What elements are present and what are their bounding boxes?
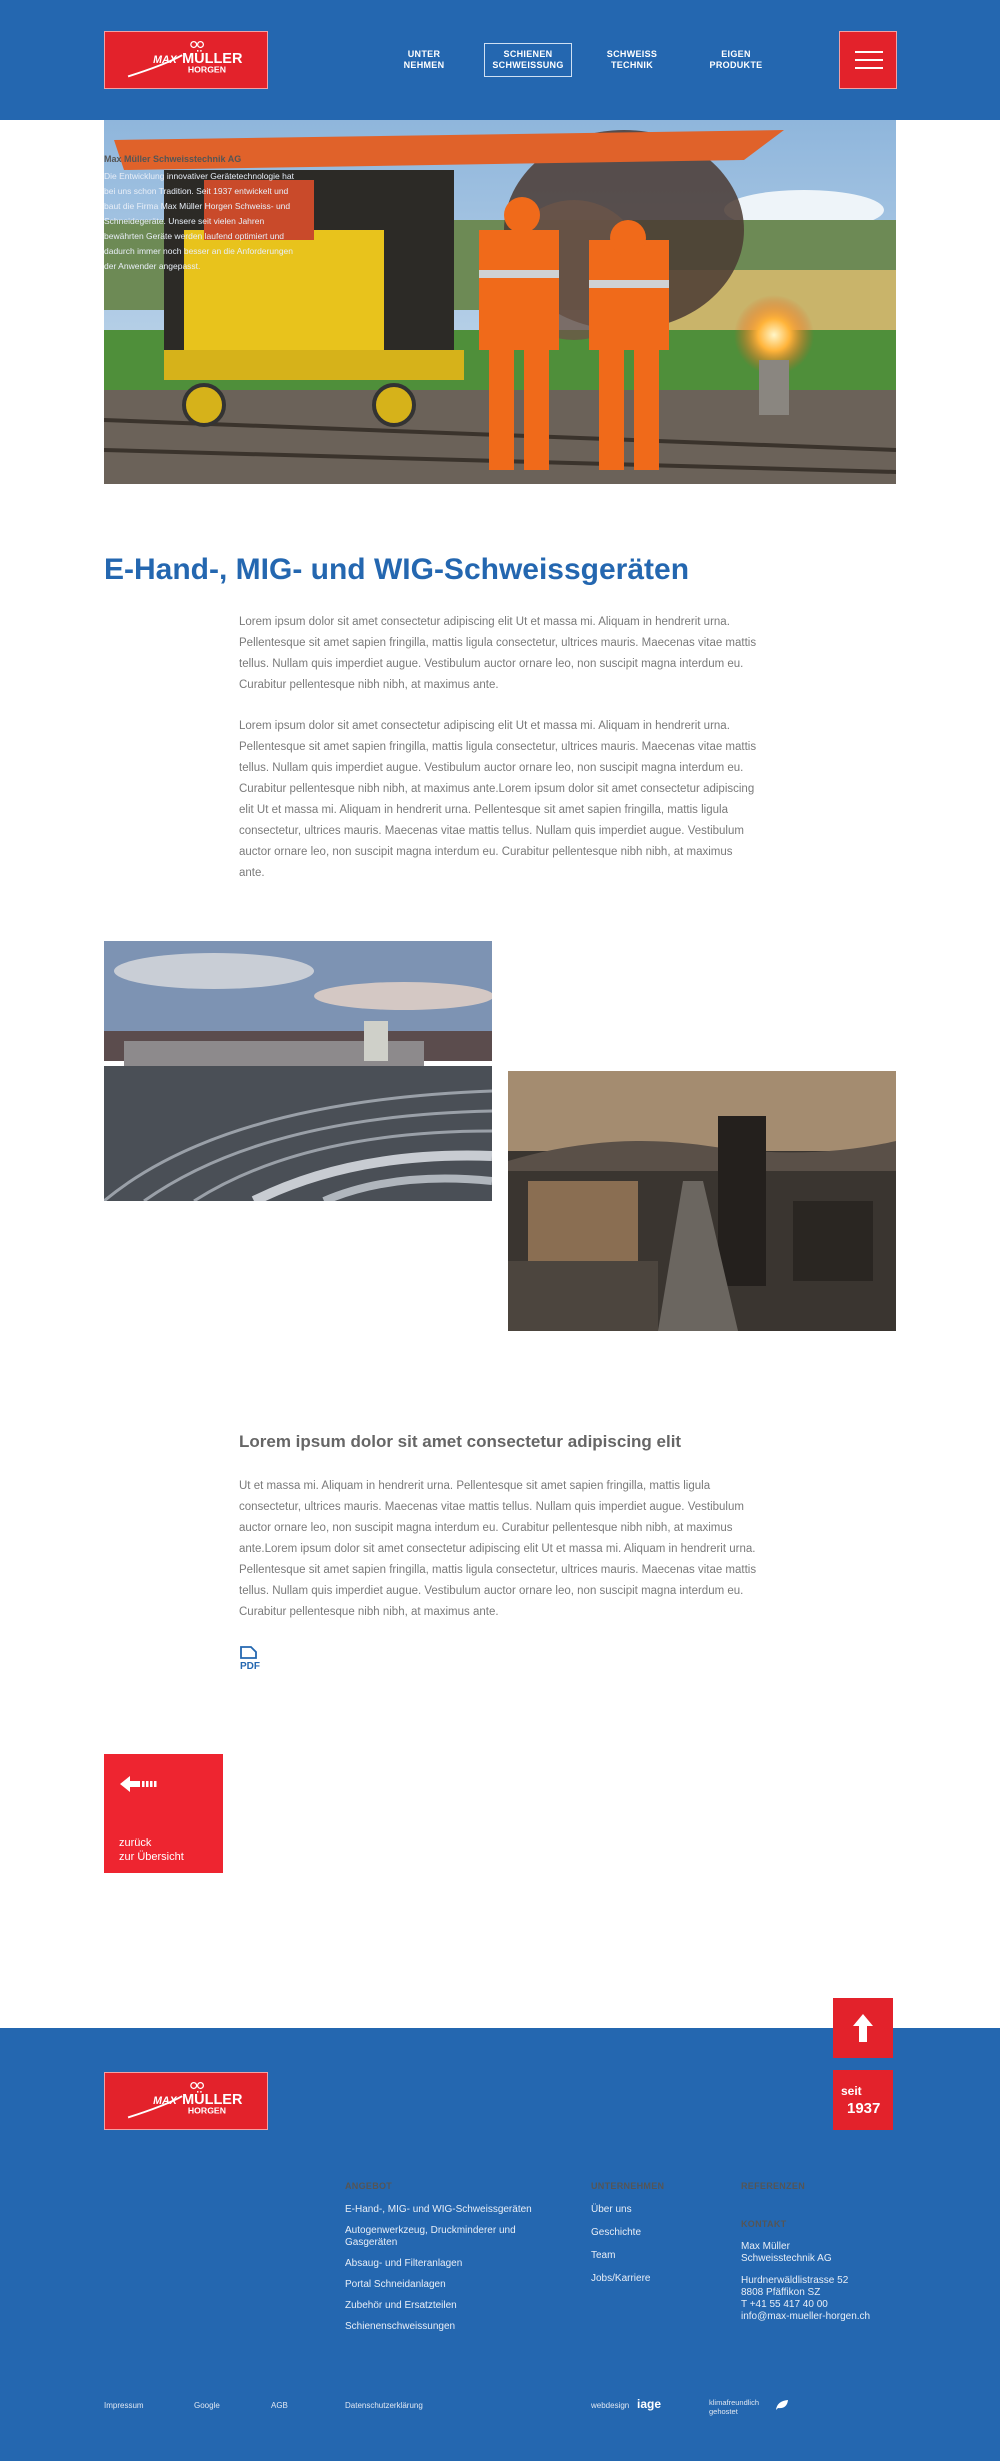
hamburger-icon [855, 51, 883, 53]
footer-link-absauganlagen[interactable]: Absaug- und Filteranlagen [345, 2258, 463, 2269]
footer-link-geschichte[interactable]: Geschichte [591, 2227, 642, 2238]
footer-unternehmen-title: UNTERNEHMEN [591, 2181, 665, 2191]
intro-paragraph-1: Lorem ipsum dolor sit amet consectetur adipiscing elit Ut et massa mi. Aliquam in hendrerit urna. Pellentesque sit amet sapien fringilla, mattis ligula consectetur, ultrices mauris. Maecenas vitae mattis tellus. Nullam quis imperdiet augue. Vestibulum auctor ornare leo, non suscipit magna interdum eu. Curabitur pellentesque nibh nibh, at maximus ante. [239, 616, 757, 691]
menu-button[interactable] [839, 31, 897, 89]
leaf-icon [775, 2399, 789, 2411]
nav-unternehmen[interactable]: UNTER NEHMEN [403, 49, 445, 70]
arrow-up-icon [833, 1998, 893, 2058]
footer-about-title: Max Müller Schweisstechnik AG [104, 154, 242, 164]
seit-word: seit [841, 2084, 862, 2098]
pdf-download-icon[interactable] [239, 1646, 263, 1670]
page-title: E-Hand-, MIG- und WIG-Schweissgeräten [104, 553, 690, 586]
svg-text:MÜLLER: MÜLLER [182, 2091, 243, 2108]
railway-yard-image [104, 941, 492, 1201]
logo-graphic [105, 32, 267, 88]
nav-schweisstechnik[interactable]: SCHWEISS TECHNIK [606, 49, 658, 70]
scroll-to-top-button[interactable] [833, 1998, 893, 2058]
footer-link-impressum[interactable]: Impressum [104, 2401, 144, 2410]
seit-year: 1937 [847, 2100, 881, 2117]
footer-angebot-list [345, 2204, 535, 2342]
svg-text:MAX: MAX [153, 53, 177, 66]
footer-link-jobs[interactable]: Jobs/Karriere [591, 2273, 651, 2284]
footer-link-google[interactable]: Google [194, 2401, 220, 2410]
arrow-left-icon [120, 1774, 164, 1794]
main-nav [380, 43, 780, 77]
city-aerial-image [508, 1071, 896, 1331]
footer-link-zubehoer[interactable]: Zubehör und Ersatzteilen [345, 2300, 457, 2311]
nav-eigenprodukte[interactable]: EIGEN PRODUKTE [709, 49, 763, 70]
section-title: Lorem ipsum dolor sit amet consectetur adipiscing elit [239, 1432, 682, 1451]
footer-link-portal-schneidanlagen[interactable]: Portal Schneidanlagen [345, 2279, 446, 2290]
climate-hosting-label: klimafreundlich gehostet [709, 2398, 760, 2416]
svg-text:HORGEN: HORGEN [187, 2105, 226, 2116]
hamburger-icon-line [855, 59, 883, 61]
footer-link-agb[interactable]: AGB [271, 2401, 288, 2410]
nav-schienenschweissung[interactable]: SCHIENEN SCHWEISSUNG [484, 43, 572, 77]
footer-logo[interactable] [104, 2072, 268, 2130]
back-label: zurück zur Übersicht [119, 1837, 184, 1863]
footer-angebot-title: ANGEBOT [345, 2181, 393, 2191]
back-to-overview-button[interactable] [104, 1754, 223, 1873]
footer-webdesign-label: webdesign [591, 2401, 630, 2410]
footer-link-schweissgeraete[interactable]: E-Hand-, MIG- und WIG-Schweissgeräten [345, 2204, 532, 2215]
footer-link-team[interactable]: Team [591, 2250, 616, 2261]
footer-kontakt-company: Max Müller Schweisstechnik AG [741, 2241, 832, 2264]
svg-text:HORGEN: HORGEN [187, 64, 226, 75]
footer-unternehmen-list [591, 2204, 650, 2296]
iage-logo[interactable]: iage [637, 2397, 662, 2411]
svg-text:MÜLLER: MÜLLER [182, 50, 243, 67]
footer-kontakt-title: KONTAKT [741, 2219, 787, 2229]
footer-link-autogenwerkzeug[interactable]: Autogenwerkzeug, Druckminderer und Gasgeräten [345, 2225, 516, 2248]
footer-kontakt-address: Hurdnerwäldlistrasse 52 8808 Pfäffikon SZ T +41 55 417 40 00 info@max-mueller-horgen.ch [741, 2275, 871, 2322]
company-logo[interactable] [104, 31, 268, 89]
footer-link-datenschutz[interactable]: Datenschutzerklärung [345, 2401, 423, 2410]
since-1937-badge [833, 2070, 893, 2130]
footer-about-text: Die Entwicklung innovativer Gerätetechnologie hat bei uns schon Tradition. Seit 1937 entwickelt und baut die Firma Max Müller Horgen Schweiss- und Schneidegeräte. Unsere seit vielen Jahren bewährten Geräte werden laufend optimiert und dadurch immer noch besser an die Anforderungen der Anwender angepasst. [104, 171, 294, 271]
svg-text:MAX: MAX [153, 2094, 177, 2107]
footer-referenzen-link[interactable]: REFERENZEN [741, 2181, 806, 2191]
intro-paragraph-2: Lorem ipsum dolor sit amet consectetur adipiscing elit Ut et massa mi. Aliquam in hendrerit urna. Pellentesque sit amet sapien fringilla, mattis ligula consectetur, ultrices mauris. Maecenas vitae mattis tellus. Nullam quis imperdiet augue. Vestibulum auctor ornare leo, non suscipit magna interdum eu. Curabitur pellentesque nibh nibh, at maximus ante.Lorem ipsum dolor sit amet consectetur adipiscing elit Ut et massa mi. Aliquam in hendrerit urna. Pellentesque sit amet sapien fringilla, mattis ligula consectetur, ultrices mauris. Maecenas vitae mattis tellus. Nullam quis imperdiet augue. Vestibulum auctor ornare leo, non suscipit magna interdum eu. Curabitur pellentesque nibh nibh, at maximus ante. [239, 720, 757, 879]
site-header [0, 0, 1000, 120]
section-paragraph: Ut et massa mi. Aliquam in hendrerit urna. Pellentesque sit amet sapien fringilla, mattis ligula consectetur, ultrices mauris. Maecenas vitae mattis tellus. Nullam quis imperdiet augue. Vestibulum auctor ornare leo, non suscipit magna interdum eu. Curabitur pellentesque nibh nibh, at maximus ante.Lorem ipsum dolor sit amet consectetur adipiscing elit Ut et massa mi. Aliquam in hendrerit urna. Pellentesque sit amet sapien fringilla, mattis ligula consectetur, ultrices mauris. Maecenas vitae mattis tellus. Nullam quis imperdiet augue. Vestibulum auctor ornare leo, non suscipit magna interdum eu. Curabitur pellentesque nibh nibh, at maximus ante. [239, 1480, 757, 1618]
hamburger-icon-line [855, 67, 883, 69]
logo-graphic [105, 2073, 267, 2129]
footer-link-schienenschweissungen[interactable]: Schienenschweissungen [345, 2321, 456, 2332]
pdf-label: PDF [240, 1661, 260, 1670]
footer-link-ueber-uns[interactable]: Über uns [591, 2204, 632, 2215]
